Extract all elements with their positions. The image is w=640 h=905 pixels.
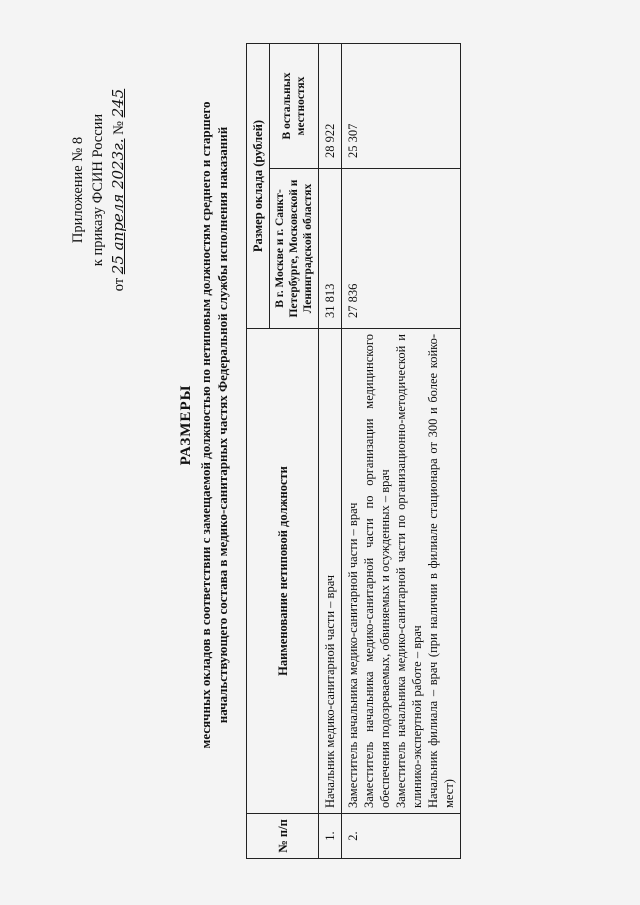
date-prefix: от	[111, 277, 127, 292]
appendix-line-2: к приказу ФСИН России	[90, 113, 106, 267]
header-other-areas: В остальных местностях	[270, 44, 319, 169]
title-block	[175, 75, 231, 775]
table-header-row	[247, 44, 270, 859]
position-line: Заместитель начальника медико-санитарной части по организации медицинского обеспечения подозреваемых, обвиняемых и осужденных – врач	[362, 334, 392, 808]
position-line: Заместитель начальника медико-санитарной части по организационно-методической и клинико-экспертной работе – врач	[394, 334, 424, 808]
handwritten-date: 25 апреля 2023г.	[109, 138, 127, 275]
row-position-name: Начальник медико-санитарной части – врач	[319, 329, 342, 814]
row-num: 1.	[319, 814, 342, 859]
appendix-date-line	[108, 20, 129, 360]
header-position-name: Наименование нетиповой должности	[247, 329, 319, 814]
document-title: РАЗМЕРЫ	[178, 384, 194, 466]
row-position-names	[342, 329, 461, 814]
row-salary-moscow: 27 836	[342, 169, 461, 329]
table-row	[319, 44, 342, 859]
row-num: 2.	[342, 814, 461, 859]
position-line: Заместитель начальника медико-санитарной части – врач	[346, 502, 360, 808]
header-salary-group: Размер оклада (рублей)	[247, 44, 270, 329]
row-salary-moscow: 31 813	[319, 169, 342, 329]
header-moscow: В г. Москве и г. Санкт-Петербурге, Московской и Ленинградской областях	[270, 169, 319, 329]
row-salary-other: 28 922	[319, 44, 342, 169]
number-prefix: №	[111, 121, 127, 135]
document-subtitle-line-2: начальствующего состава в медико-санитарных частях Федеральной службы исполнения наказаний	[215, 126, 230, 724]
table-row	[342, 44, 461, 859]
salary-table	[246, 43, 461, 859]
position-line: Начальник филиала – врач (при наличии в филиале стационара от 300 и более койко-мест)	[426, 334, 456, 808]
document-subtitle-line-1: месячных окладов в соответствии с замещаемой должностью по нетиповым должностям среднего и старшего	[198, 101, 213, 749]
row-salary-other: 25 307	[342, 44, 461, 169]
appendix-block	[68, 20, 129, 360]
appendix-line-1: Приложение № 8	[70, 136, 86, 244]
handwritten-number: 245	[109, 88, 127, 118]
header-num: № п/п	[247, 814, 319, 859]
